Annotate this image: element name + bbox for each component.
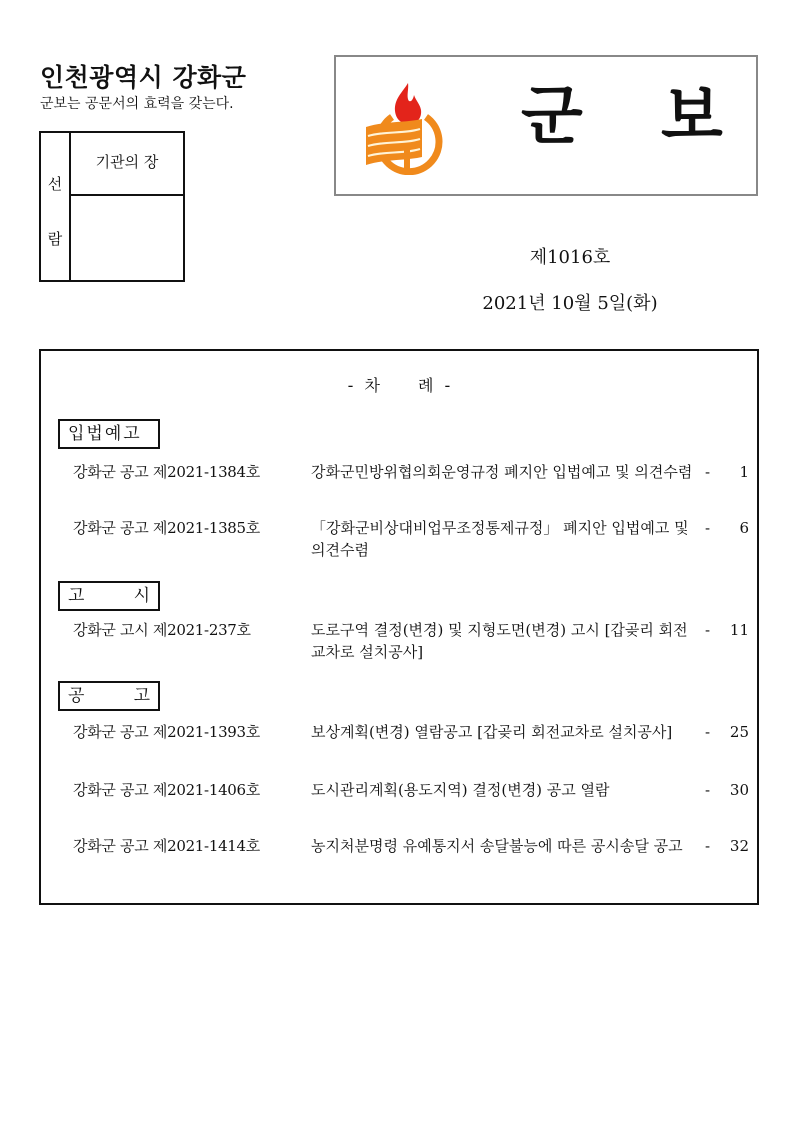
- entry-dash: -: [705, 463, 711, 481]
- entry-desc: 도로구역 결정(변경) 및 지형도면(변경) 고시 [갑곶리 회전교차로 설치공사]: [311, 621, 688, 661]
- section-label-part: 시: [133, 586, 150, 606]
- review-side-char: 선: [47, 175, 63, 193]
- entry-ref: 강화군 공고 제2021-1385호: [73, 519, 260, 537]
- toc-title: [41, 373, 757, 396]
- entry-page: 6: [739, 519, 749, 537]
- section-label-legislation-notice: 입법예고: [58, 419, 160, 449]
- section-label-public-notice: [58, 681, 160, 711]
- section-label-part: 고: [68, 586, 85, 606]
- section-label-announcement: [58, 581, 160, 611]
- entry-dash: -: [705, 781, 711, 799]
- table-of-contents: [39, 349, 759, 905]
- org-subtitle: 군보는 공문서의 효력을 갖는다.: [40, 96, 234, 112]
- entry-page: 32: [729, 837, 749, 855]
- section-label-part: 공: [68, 686, 85, 706]
- section-label-part: 고: [133, 686, 150, 706]
- entry-page: 1: [739, 463, 749, 481]
- issue-number: 제1016호: [529, 247, 611, 268]
- gangwha-emblem-icon: [364, 79, 454, 175]
- review-side-char: 람: [47, 230, 63, 248]
- masthead-char: 군: [521, 80, 583, 154]
- issue-date: 2021년 10월 5일(화): [482, 293, 658, 314]
- entry-ref: 강화군 공고 제2021-1393호: [73, 723, 260, 741]
- entry-dash: -: [705, 837, 711, 855]
- org-title: 인천광역시 강화군: [40, 63, 247, 92]
- entry-desc: 「강화군비상대비업무조정통제규정」 폐지안 입법예고 및 의견수렴: [311, 519, 689, 559]
- entry-ref: 강화군 공고 제2021-1406호: [73, 781, 260, 799]
- toc-title-left: - 차: [347, 376, 380, 395]
- review-box: [39, 131, 185, 282]
- entry-dash: -: [705, 621, 711, 639]
- review-head-label: 기관의 장: [71, 133, 183, 196]
- entry-desc: 농지처분명령 유예통지서 송달불능에 따른 공시송달 공고: [311, 837, 683, 855]
- review-side-column: [41, 133, 71, 280]
- toc-title-right: 례 -: [418, 376, 451, 395]
- entry-desc: 보상계획(변경) 열람공고 [갑곶리 회전교차로 설치공사]: [311, 723, 673, 741]
- entry-dash: -: [705, 723, 711, 741]
- entry-desc: 도시관리계획(용도지역) 결정(변경) 공고 열람: [311, 781, 610, 799]
- entry-ref: 강화군 공고 제2021-1414호: [73, 837, 260, 855]
- entry-desc: 강화군민방위협의회운영규정 폐지안 입법예고 및 의견수렴: [311, 463, 693, 481]
- entry-page: 25: [729, 723, 749, 741]
- masthead-char: 보: [661, 80, 723, 154]
- entry-ref: 강화군 공고 제2021-1384호: [73, 463, 260, 481]
- masthead: [334, 55, 758, 196]
- entry-dash: -: [705, 519, 711, 537]
- entry-page: 11: [729, 621, 749, 639]
- entry-page: 30: [729, 781, 749, 799]
- entry-ref: 강화군 고시 제2021-237호: [73, 621, 251, 639]
